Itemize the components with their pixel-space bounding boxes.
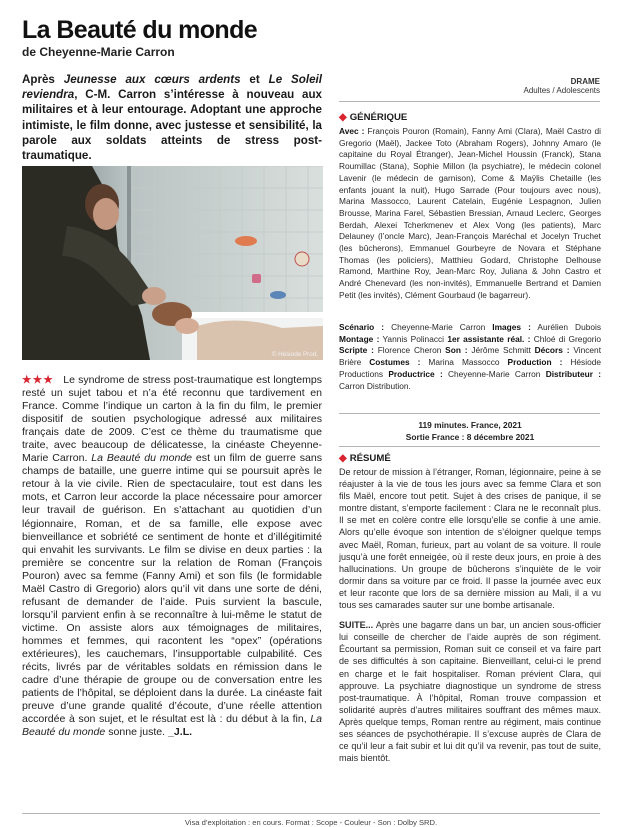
cast-list	[339, 126, 601, 302]
film-meta	[339, 419, 601, 443]
cast-text: François Pouron (Romain), Fanny Ami (Clara), Maël Castro di Gregorio (Maël), Jackee Toto (Abraham Rogers), Johnny Amaro (le capitaine du Royal Étranger), Jean-Michel Houssin (Franck), Stana Roumillac (Stana), Sophie Millon (la psychiatre), le médecin colonel Lavenir (le médecin de garnison), Come & Maÿlis Chetaille (les enfants jouant la nuit), Hugo Sarrade (Pour toujours avec nous), Marina Massocco, Laurent Catelain, Eugénie Lespagnon, Julien Brousse, Marina Farel, Sébastien Bressian, Arnaud Leclerc, Georges Berdah, Alexei Tcherkmenev et Alex Vong (les patients), Marc Delauney (l’oncle Marc), Jean-François Maréchal et Jocelyn Truchet (les bûcherons), Emmanuel Gourbeyre de Novara et Stéphane Thomas (les policiers), Matthieu Godard, Christophe Delhouse Ramond, Marthine Roy, Jean-Marc Roy, Juliana & John Castro et André Chenevard (les non-invités), Emmanuelle Bertrand et Damien Petit (les invités), Clément Gourbaud (le bagarreur).	[339, 126, 601, 300]
synopsis-suite-text: Après une bagarre dans un bar, un ancien sous-officier lui conseille de chercher de l’aide auprès de son régiment. Écourtant sa permission, Roman suit ce conseil et va faire part de ses difficultés à son capitaine. Bienveillant, celui-ci le prend en charge et le fait hospitaliser. Roman prévient Clara, qui approuve. La psychiatre diagnostique un syndrome de stress post-traumatique. À l’hôpital, Roman trouve compassion et solidarité auprès d’autres militaires souffrant des mêmes maux. Après quelque temps, Roman rentre au régiment, mais continue ses séances de psychothérapie. Il s’excuse auprès de Clara de ce qu’il leur a fait subir et lui dit qu’il va revenir, pas tout de suite, mais bientôt.	[339, 620, 601, 764]
footer-tech-info: Visa d’exploitation : en cours. Format : Scope - Couleur - Son : Dolby SRD.	[184, 818, 438, 827]
credit-value: Florence Cheron	[373, 345, 446, 356]
credit-label: Productrice :	[388, 368, 443, 379]
generique-heading	[339, 112, 407, 123]
director-credit: de Cheyenne-Marie Carron	[22, 45, 175, 59]
divider	[339, 446, 600, 447]
credit-value: Yannis Polinacci	[379, 333, 448, 344]
credit-value: Jérôme Schmitt	[467, 345, 535, 356]
runtime-country: 119 minutes. France, 2021	[418, 420, 522, 430]
credit-value: Aurélien Dubois	[530, 322, 602, 332]
credit-label: Scripte :	[339, 345, 374, 356]
credit-label: Décors :	[534, 345, 570, 356]
review-signature: _J.L.	[168, 726, 193, 739]
film-still-image	[22, 166, 323, 360]
diamond-icon: ◆	[339, 112, 347, 123]
page-title: La Beauté du monde	[22, 16, 258, 44]
intro-work-2: Le Soleil reviendra	[22, 73, 322, 102]
review-body	[22, 374, 322, 739]
credit-value: Cheyenne-Marie Carron	[442, 368, 546, 379]
credit-value: Carron Distribution.	[339, 380, 411, 391]
genre-category: DRAME	[570, 77, 600, 86]
divider	[339, 101, 600, 102]
divider	[339, 413, 600, 414]
genre-audience: Adultes / Adolescents	[523, 86, 600, 95]
credit-label: Son :	[445, 345, 468, 356]
credit-label: Production :	[507, 357, 563, 368]
credit-value: Vincent Brière	[339, 345, 602, 368]
credit-value: Marina Massocco	[420, 357, 508, 368]
credit-value: Chloé di Gregorio	[530, 333, 601, 344]
diamond-icon: ◆	[339, 453, 347, 464]
credit-value: Hésiode Productions	[339, 357, 601, 379]
review-text-2: est un film de guerre sans champs de bataille, une guerre intime qui se poursuit après le retour à la vie civile. Rien de spectaculaire, tout est dans les mots, et Carron leur accorde la place nécessaire pour amorcer leur travail de guérison. En s’attachant au quotidien d’un légionnaire, Roman, et de sa famille, elle expose avec bienveillance et sobriété ce sentiment de honte et d’illégitimité qui envahit les survivants. Le film se divise en deux parties : la première se concentre sur la relation de Roman (François Pouron) avec sa femme (Fanny Ami) et son fils (le formidable Maël Castro di Gregorio) alors qu’il vit dans une sorte de déni, refusant de demander de l’aide. Puis survient la bascule, lorsqu’il parvient enfin à se reconnaître à lui-même le statut de victime. On assiste alors aux témoignages de militaires, hommes et femmes, qui racontent les “opex” (opérations extérieures), les cauchemars, l’insupportable culpabilité. Ces récits, livrés par de véritables soldats en rémission dans le cadre d’une thérapie de groupe ou de conversation entre les patients de l’hôpital, se déploient dans la durée. La cinéaste fait preuve d’une grande qualité d’écoute, d’une réelle attention accordée à son sujet, et le résultat est là : du début à la fin,	[22, 452, 322, 726]
crew-credits	[339, 322, 601, 392]
divider	[22, 813, 600, 814]
review-text-1: Le syndrome de stress post-traumatique est longtemps resté un sujet tabou et n’a été reconnu que tardivement en France. Comme l’indique un carton à la fin du film, le premier dispositif de soutien psychologique adressé aux militaires français date de 2009. C’est ce thème du traumatisme que traite, avec beaucoup de délicatesse, la cinéaste Cheyenne-Marie Carron.	[22, 374, 322, 465]
credit-label: Images :	[492, 322, 531, 332]
suite-label: SUITE...	[339, 620, 374, 631]
intro-text-2: et	[240, 73, 269, 86]
credit-label: 1er assistante réal. :	[447, 333, 531, 344]
photo-credit: © Hésiode Prod.	[271, 351, 318, 358]
synopsis-paragraph: De retour de mission à l’étranger, Roman, légionnaire, peine à se réajuster à la vie de tous les jours avec sa femme Clara et son fils Maël, encore tout petit. Sujet à des crises de panique, il se montre distant, s’emporte facilement : Clara ne le reconnaît plus. Il se met en colère contre elle lorsqu’elle se confie à une amie. Alors qu’elle évoque son intention de s’éloigner quelque temps avec Maël, Roman, furieux, part au volant de sa voiture. Il roule jusqu’à une forêt enneigée, où il reste deux jours, en proie à des hallucinations. Un groupe de bûcherons s’inquiète de le voir dormir dans sa voiture par ce froid. Il passe la journée avec eux et leur raconte que lors de sa dernière mission au Mali, il a vu tous ses camarades sauter sur une bombe artisanale.	[339, 467, 601, 611]
rating-stars: ★★★	[22, 374, 55, 386]
intro-paragraph	[22, 72, 322, 163]
credit-value: Cheyenne-Marie Carron	[384, 322, 493, 332]
review-paragraph	[22, 374, 322, 739]
synopsis-paragraph	[339, 619, 601, 764]
genre-block	[524, 77, 601, 95]
generique-heading-text: GÉNÉRIQUE	[349, 112, 408, 123]
intro-work-1: Jeunesse aux cœurs ardents	[63, 73, 241, 86]
synopsis	[339, 466, 601, 772]
resume-heading	[339, 453, 391, 464]
intro-text-3: , C-M. Carron s’intéresse à nouveau aux militaires et à leur entourage. Adoptant une approche intimiste, le film donne, avec justesse et sensibilité, la parole aux soldats atteints de stress post-traumatique.	[22, 88, 322, 163]
film-still	[22, 166, 323, 360]
release-date: Sortie France : 8 décembre 2021	[405, 432, 535, 442]
intro-text-1: Après	[22, 73, 64, 86]
credit-label: Scénario :	[339, 322, 385, 332]
credit-label: Distributeur :	[545, 368, 602, 379]
review-work-title: La Beauté du monde	[22, 713, 322, 739]
review-text-3: sonne juste.	[105, 726, 166, 739]
cast-label: Avec :	[339, 126, 365, 136]
review-work-title: La Beauté du monde	[91, 452, 193, 465]
credit-label: Costumes :	[369, 357, 421, 368]
resume-heading-text: RÉSUMÉ	[349, 453, 391, 464]
credit-label: Montage :	[339, 333, 380, 344]
